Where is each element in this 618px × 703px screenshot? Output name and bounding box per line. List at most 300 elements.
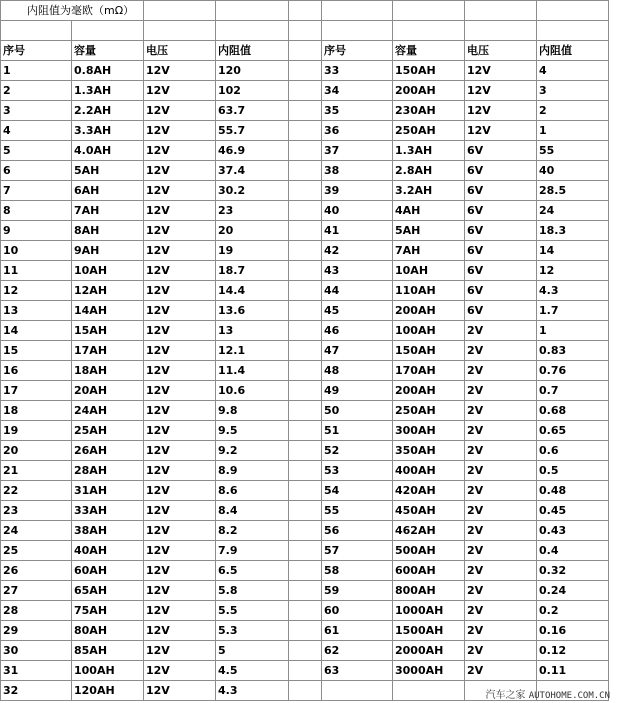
spacer-cell	[289, 501, 322, 521]
cell-voltage: 6V	[465, 201, 537, 221]
spacer-cell	[289, 481, 322, 501]
table-row	[1, 321, 609, 341]
cell-resistance: 4.3	[537, 281, 609, 301]
cell-index: 33	[322, 61, 393, 81]
cell-voltage: 12V	[465, 101, 537, 121]
cell-capacity: 65AH	[72, 581, 144, 601]
spacer-cell	[289, 121, 322, 141]
spacer-cell	[289, 421, 322, 441]
cell-capacity: 110AH	[393, 281, 465, 301]
cell-voltage: 12V	[144, 361, 216, 381]
empty-cell	[465, 21, 537, 41]
cell-voltage: 12V	[144, 321, 216, 341]
table-row	[1, 661, 609, 681]
cell-voltage: 12V	[144, 381, 216, 401]
spacer-cell	[289, 161, 322, 181]
cell-index: 44	[322, 281, 393, 301]
cell-index	[322, 681, 393, 701]
cell-resistance: 12.1	[216, 341, 289, 361]
cell-resistance: 14.4	[216, 281, 289, 301]
table-row	[1, 121, 609, 141]
empty-cell	[537, 1, 609, 21]
spacer-cell	[289, 681, 322, 701]
table-row	[1, 461, 609, 481]
cell-voltage: 12V	[144, 221, 216, 241]
cell-capacity: 4.0AH	[72, 141, 144, 161]
table-row	[1, 401, 609, 421]
cell-voltage: 2V	[465, 421, 537, 441]
cell-capacity: 200AH	[393, 381, 465, 401]
empty-cell	[289, 1, 322, 21]
spacer-cell	[289, 581, 322, 601]
cell-voltage: 12V	[144, 201, 216, 221]
cell-resistance: 0.7	[537, 381, 609, 401]
cell-capacity: 2000AH	[393, 641, 465, 661]
cell-voltage: 12V	[144, 581, 216, 601]
cell-index: 60	[322, 601, 393, 621]
spacer-cell	[289, 541, 322, 561]
cell-resistance: 46.9	[216, 141, 289, 161]
empty-cell	[322, 21, 393, 41]
table-row	[1, 441, 609, 461]
cell-resistance: 4	[537, 61, 609, 81]
cell-resistance: 13.6	[216, 301, 289, 321]
cell-index: 32	[1, 681, 72, 701]
cell-resistance: 10.6	[216, 381, 289, 401]
cell-resistance: 19	[216, 241, 289, 261]
spacer-cell	[289, 661, 322, 681]
cell-capacity: 3.3AH	[72, 121, 144, 141]
cell-capacity: 300AH	[393, 421, 465, 441]
cell-index: 4	[1, 121, 72, 141]
cell-capacity: 800AH	[393, 581, 465, 601]
cell-resistance: 0.32	[537, 561, 609, 581]
cell-capacity: 5AH	[393, 221, 465, 241]
cell-capacity: 350AH	[393, 441, 465, 461]
spacer-cell	[289, 621, 322, 641]
cell-index: 16	[1, 361, 72, 381]
cell-resistance: 4.3	[216, 681, 289, 701]
cell-resistance: 5	[216, 641, 289, 661]
cell-voltage: 6V	[465, 241, 537, 261]
header-resistance: 内阻值	[216, 41, 289, 61]
empty-cell	[1, 21, 72, 41]
cell-resistance: 9.8	[216, 401, 289, 421]
cell-capacity: 26AH	[72, 441, 144, 461]
cell-voltage: 12V	[144, 261, 216, 281]
cell-voltage: 2V	[465, 461, 537, 481]
cell-capacity: 9AH	[72, 241, 144, 261]
empty-cell	[537, 21, 609, 41]
cell-index: 54	[322, 481, 393, 501]
cell-capacity: 2.2AH	[72, 101, 144, 121]
spacer-cell	[289, 561, 322, 581]
cell-resistance: 0.68	[537, 401, 609, 421]
cell-capacity: 8AH	[72, 221, 144, 241]
cell-resistance: 1	[537, 321, 609, 341]
cell-voltage: 6V	[465, 281, 537, 301]
cell-resistance: 8.2	[216, 521, 289, 541]
cell-capacity: 462AH	[393, 521, 465, 541]
cell-index: 22	[1, 481, 72, 501]
spacer-cell	[289, 61, 322, 81]
cell-voltage: 2V	[465, 341, 537, 361]
cell-index: 43	[322, 261, 393, 281]
cell-voltage: 12V	[144, 141, 216, 161]
spacer-cell	[289, 221, 322, 241]
cell-capacity: 170AH	[393, 361, 465, 381]
cell-voltage: 12V	[144, 681, 216, 701]
cell-voltage: 12V	[144, 521, 216, 541]
cell-capacity: 4AH	[393, 201, 465, 221]
cell-voltage: 12V	[144, 81, 216, 101]
table-row	[1, 621, 609, 641]
table-row	[1, 421, 609, 441]
cell-resistance: 1	[537, 121, 609, 141]
spacer-cell	[289, 81, 322, 101]
cell-index: 56	[322, 521, 393, 541]
cell-voltage: 2V	[465, 541, 537, 561]
cell-index: 11	[1, 261, 72, 281]
cell-index: 12	[1, 281, 72, 301]
empty-cell	[144, 21, 216, 41]
cell-index: 55	[322, 501, 393, 521]
cell-capacity: 1500AH	[393, 621, 465, 641]
cell-capacity: 420AH	[393, 481, 465, 501]
cell-index: 7	[1, 181, 72, 201]
cell-resistance: 37.4	[216, 161, 289, 181]
cell-resistance: 8.4	[216, 501, 289, 521]
cell-resistance: 5.5	[216, 601, 289, 621]
cell-voltage: 6V	[465, 161, 537, 181]
spacer-cell	[289, 181, 322, 201]
header-row	[1, 41, 609, 61]
cell-resistance: 0.6	[537, 441, 609, 461]
cell-resistance: 0.4	[537, 541, 609, 561]
cell-index: 10	[1, 241, 72, 261]
cell-capacity: 14AH	[72, 301, 144, 321]
cell-resistance: 30.2	[216, 181, 289, 201]
cell-index: 3	[1, 101, 72, 121]
cell-voltage: 12V	[144, 481, 216, 501]
cell-capacity: 0.8AH	[72, 61, 144, 81]
cell-capacity: 28AH	[72, 461, 144, 481]
spacer-cell	[289, 281, 322, 301]
spacer-cell	[289, 401, 322, 421]
title-row	[1, 1, 609, 21]
cell-index: 6	[1, 161, 72, 181]
spacer-cell	[289, 41, 322, 61]
empty-cell	[393, 21, 465, 41]
cell-index: 48	[322, 361, 393, 381]
cell-index: 26	[1, 561, 72, 581]
cell-resistance: 18.7	[216, 261, 289, 281]
cell-resistance: 13	[216, 321, 289, 341]
cell-resistance: 0.11	[537, 661, 609, 681]
cell-resistance: 24	[537, 201, 609, 221]
cell-resistance: 5.3	[216, 621, 289, 641]
cell-capacity: 10AH	[393, 261, 465, 281]
cell-resistance: 55.7	[216, 121, 289, 141]
watermark-site: AUTOHOME.COM.CN	[528, 691, 610, 701]
cell-index: 17	[1, 381, 72, 401]
cell-index: 24	[1, 521, 72, 541]
cell-index: 1	[1, 61, 72, 81]
cell-resistance: 40	[537, 161, 609, 181]
empty-cell	[72, 21, 144, 41]
spacer-cell	[289, 521, 322, 541]
cell-capacity: 450AH	[393, 501, 465, 521]
cell-voltage: 2V	[465, 581, 537, 601]
cell-resistance: 0.43	[537, 521, 609, 541]
cell-resistance: 28.5	[537, 181, 609, 201]
cell-capacity: 1.3AH	[72, 81, 144, 101]
table-row	[1, 81, 609, 101]
cell-capacity: 85AH	[72, 641, 144, 661]
cell-index: 23	[1, 501, 72, 521]
cell-capacity: 12AH	[72, 281, 144, 301]
cell-voltage: 12V	[144, 561, 216, 581]
cell-capacity: 1000AH	[393, 601, 465, 621]
cell-index: 25	[1, 541, 72, 561]
cell-index: 45	[322, 301, 393, 321]
table-row	[1, 141, 609, 161]
cell-voltage: 2V	[465, 621, 537, 641]
cell-index: 40	[322, 201, 393, 221]
cell-index: 2	[1, 81, 72, 101]
cell-resistance: 9.2	[216, 441, 289, 461]
header-capacity: 容量	[393, 41, 465, 61]
cell-voltage: 2V	[465, 441, 537, 461]
cell-index: 19	[1, 421, 72, 441]
spacer-cell	[289, 261, 322, 281]
cell-voltage: 12V	[144, 241, 216, 261]
cell-voltage: 6V	[465, 301, 537, 321]
cell-resistance: 14	[537, 241, 609, 261]
cell-capacity: 3.2AH	[393, 181, 465, 201]
empty-cell	[322, 1, 393, 21]
header-capacity: 容量	[72, 41, 144, 61]
table-row	[1, 261, 609, 281]
cell-resistance: 0.76	[537, 361, 609, 381]
table-row	[1, 381, 609, 401]
cell-index: 62	[322, 641, 393, 661]
cell-capacity: 2.8AH	[393, 161, 465, 181]
cell-index: 51	[322, 421, 393, 441]
cell-index: 21	[1, 461, 72, 481]
empty-cell	[216, 21, 289, 41]
blank-row	[1, 21, 609, 41]
cell-voltage: 12V	[144, 101, 216, 121]
empty-cell	[289, 21, 322, 41]
cell-resistance: 0.83	[537, 341, 609, 361]
cell-capacity: 80AH	[72, 621, 144, 641]
cell-voltage: 2V	[465, 641, 537, 661]
table-row	[1, 221, 609, 241]
cell-resistance: 1.7	[537, 301, 609, 321]
cell-capacity: 200AH	[393, 81, 465, 101]
cell-index: 47	[322, 341, 393, 361]
cell-voltage: 12V	[144, 421, 216, 441]
cell-capacity: 250AH	[393, 401, 465, 421]
cell-index: 14	[1, 321, 72, 341]
cell-voltage: 6V	[465, 261, 537, 281]
cell-voltage: 6V	[465, 221, 537, 241]
table-row	[1, 61, 609, 81]
cell-voltage: 12V	[144, 161, 216, 181]
cell-voltage: 2V	[465, 361, 537, 381]
cell-resistance: 0.16	[537, 621, 609, 641]
cell-index: 15	[1, 341, 72, 361]
cell-capacity: 100AH	[72, 661, 144, 681]
spacer-cell	[289, 141, 322, 161]
cell-index: 50	[322, 401, 393, 421]
cell-resistance: 3	[537, 81, 609, 101]
cell-index: 42	[322, 241, 393, 261]
cell-voltage: 12V	[144, 281, 216, 301]
cell-index: 46	[322, 321, 393, 341]
cell-resistance: 120	[216, 61, 289, 81]
cell-capacity: 100AH	[393, 321, 465, 341]
cell-resistance: 0.12	[537, 641, 609, 661]
cell-capacity: 500AH	[393, 541, 465, 561]
cell-capacity: 31AH	[72, 481, 144, 501]
cell-capacity: 17AH	[72, 341, 144, 361]
cell-voltage: 12V	[144, 121, 216, 141]
cell-index: 5	[1, 141, 72, 161]
cell-resistance: 9.5	[216, 421, 289, 441]
empty-cell	[465, 1, 537, 21]
table-row	[1, 561, 609, 581]
spacer-cell	[289, 301, 322, 321]
table-row	[1, 301, 609, 321]
table-row	[1, 521, 609, 541]
cell-voltage: 12V	[144, 661, 216, 681]
cell-voltage: 12V	[144, 601, 216, 621]
table-row	[1, 201, 609, 221]
cell-resistance: 6.5	[216, 561, 289, 581]
cell-index: 20	[1, 441, 72, 461]
table-title: 内阻值为毫欧（mΩ）	[1, 1, 144, 21]
spacer-cell	[289, 641, 322, 661]
cell-capacity: 230AH	[393, 101, 465, 121]
table-row	[1, 541, 609, 561]
cell-capacity: 7AH	[393, 241, 465, 261]
cell-voltage: 2V	[465, 481, 537, 501]
cell-voltage: 2V	[465, 601, 537, 621]
cell-resistance: 0.45	[537, 501, 609, 521]
table-row	[1, 601, 609, 621]
cell-capacity: 60AH	[72, 561, 144, 581]
empty-cell	[216, 1, 289, 21]
cell-capacity: 5AH	[72, 161, 144, 181]
cell-resistance: 12	[537, 261, 609, 281]
cell-resistance: 2	[537, 101, 609, 121]
cell-capacity: 6AH	[72, 181, 144, 201]
spacer-cell	[289, 101, 322, 121]
cell-voltage: 12V	[144, 181, 216, 201]
cell-capacity: 10AH	[72, 261, 144, 281]
cell-resistance: 23	[216, 201, 289, 221]
cell-index: 13	[1, 301, 72, 321]
cell-capacity: 40AH	[72, 541, 144, 561]
cell-index: 30	[1, 641, 72, 661]
spacer-cell	[289, 321, 322, 341]
cell-voltage: 2V	[465, 521, 537, 541]
spacer-cell	[289, 361, 322, 381]
cell-voltage: 2V	[465, 381, 537, 401]
cell-index: 39	[322, 181, 393, 201]
cell-index: 38	[322, 161, 393, 181]
spacer-cell	[289, 381, 322, 401]
header-resistance: 内阻值	[537, 41, 609, 61]
cell-capacity: 600AH	[393, 561, 465, 581]
table-row	[1, 481, 609, 501]
cell-voltage: 12V	[144, 461, 216, 481]
cell-resistance: 11.4	[216, 361, 289, 381]
cell-voltage: 6V	[465, 181, 537, 201]
cell-resistance: 102	[216, 81, 289, 101]
cell-voltage: 12V	[144, 621, 216, 641]
cell-resistance: 5.8	[216, 581, 289, 601]
cell-resistance: 0.2	[537, 601, 609, 621]
header-voltage: 电压	[144, 41, 216, 61]
spacer-cell	[289, 341, 322, 361]
table-row	[1, 361, 609, 381]
cell-resistance: 8.6	[216, 481, 289, 501]
cell-resistance: 8.9	[216, 461, 289, 481]
spacer-cell	[289, 461, 322, 481]
cell-capacity: 18AH	[72, 361, 144, 381]
cell-index: 57	[322, 541, 393, 561]
cell-voltage: 12V	[144, 401, 216, 421]
table-row	[1, 161, 609, 181]
cell-voltage: 12V	[144, 301, 216, 321]
table-row	[1, 501, 609, 521]
cell-index: 36	[322, 121, 393, 141]
cell-voltage: 12V	[144, 501, 216, 521]
cell-voltage: 12V	[144, 641, 216, 661]
spacer-cell	[289, 201, 322, 221]
header-voltage: 电压	[465, 41, 537, 61]
cell-capacity: 20AH	[72, 381, 144, 401]
table-row	[1, 101, 609, 121]
cell-capacity: 400AH	[393, 461, 465, 481]
watermark	[486, 686, 610, 701]
cell-voltage: 2V	[465, 321, 537, 341]
cell-capacity: 25AH	[72, 421, 144, 441]
cell-resistance: 0.48	[537, 481, 609, 501]
cell-index: 63	[322, 661, 393, 681]
cell-capacity: 7AH	[72, 201, 144, 221]
cell-resistance: 63.7	[216, 101, 289, 121]
cell-voltage: 6V	[465, 141, 537, 161]
cell-index: 35	[322, 101, 393, 121]
cell-index: 27	[1, 581, 72, 601]
cell-index: 58	[322, 561, 393, 581]
cell-capacity: 33AH	[72, 501, 144, 521]
cell-index: 53	[322, 461, 393, 481]
cell-capacity	[393, 681, 465, 701]
empty-cell	[144, 1, 216, 21]
cell-resistance: 7.9	[216, 541, 289, 561]
cell-capacity: 3000AH	[393, 661, 465, 681]
cell-capacity: 75AH	[72, 601, 144, 621]
spacer-cell	[289, 241, 322, 261]
cell-resistance: 0.5	[537, 461, 609, 481]
header-index: 序号	[1, 41, 72, 61]
cell-capacity: 24AH	[72, 401, 144, 421]
